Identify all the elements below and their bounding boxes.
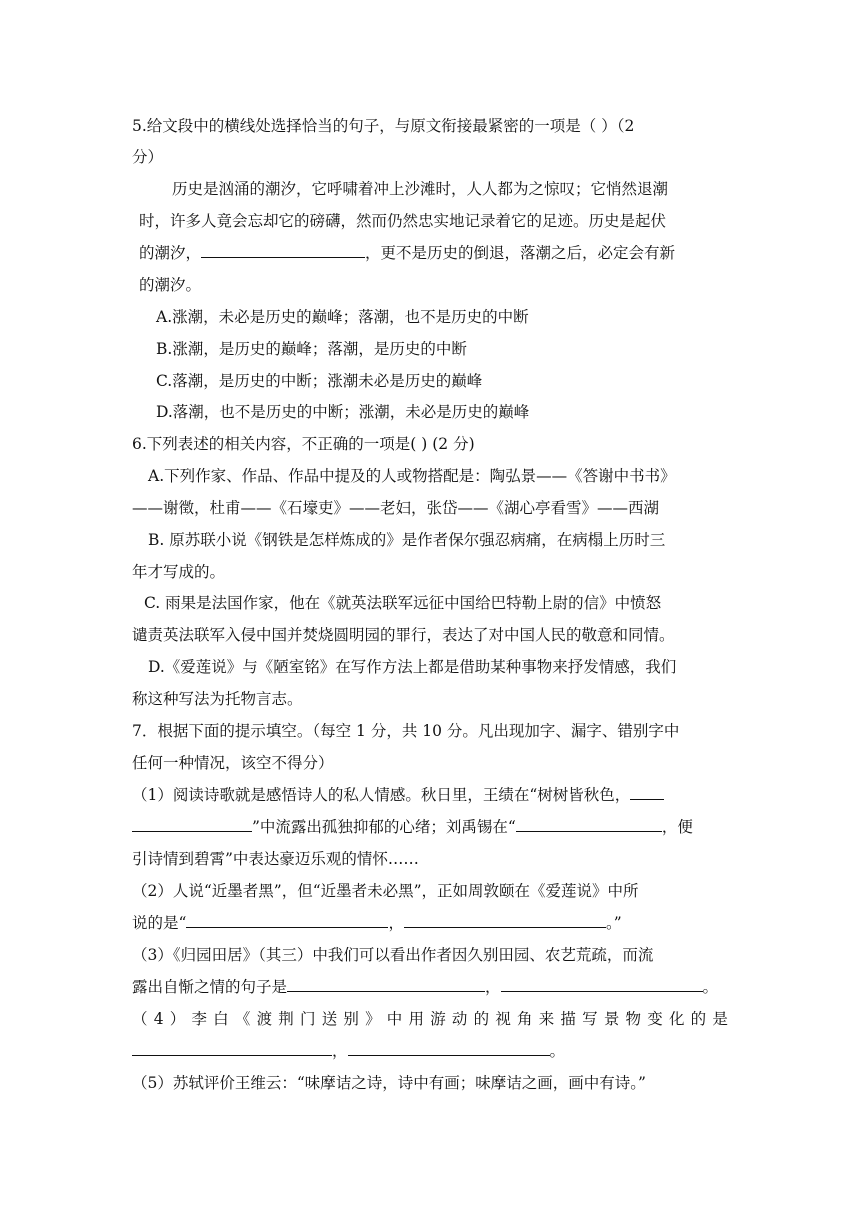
- q5-passage-line2: 时，许多人竟会忘却它的磅礴，然而仍然忠实地记录着它的足迹。历史是起伏: [139, 212, 667, 230]
- q7-item4-char: 来: [538, 1010, 555, 1028]
- q7-item1-line2: [132, 817, 693, 837]
- q6-option-c-line2: 谴责英法联军入侵中国并焚烧圆明园的罪行，表达了对中国人民的敬意和同情。: [132, 626, 675, 644]
- q7-item1-line1: [132, 785, 664, 805]
- answer-blank[interactable]: [132, 817, 252, 832]
- q5-passage-line3-start: 的潮汐，: [139, 244, 202, 262]
- q6-option-a-line2: ——谢徵，杜甫——《石壕吏》——老妇，张岱——《湖心亭看雪》——西湖: [132, 499, 660, 517]
- q6-option-c-line1: C. 雨果是法国作家，他在《就英法联军远征中国给巴特勒上尉的信》中愤怒: [144, 594, 662, 612]
- q7-item4-char: 景: [603, 1010, 620, 1028]
- q7-item4-char: 用: [408, 1010, 425, 1028]
- q7-stem-line1: 7．根据下面的提示填空。（每空 1 分，共 10 分。凡出现加字、漏字、错别字中: [132, 722, 680, 740]
- q7-item4-char: 别: [343, 1010, 359, 1028]
- q7-item3-line1: （3）《归园田居》（其三）中我们可以看出作者因久别田园、农艺荒疏，而流: [132, 946, 654, 964]
- answer-blank[interactable]: [501, 977, 703, 992]
- q7-item4-char: 的: [473, 1010, 490, 1028]
- q7-item4-char: 中: [386, 1010, 403, 1028]
- q7-item4-char: 《: [234, 1010, 251, 1028]
- q7-item4-char: 的: [690, 1010, 707, 1028]
- q7-item4-char: 门: [299, 1010, 316, 1028]
- q7-item2-end: 。”: [605, 914, 622, 932]
- q5-passage-line4: 的潮汐。: [139, 276, 202, 294]
- q6-option-d-line1: D.《爱莲说》与《陋室铭》在写作方法上都是借助某种事物来抒发情感，我们: [148, 658, 677, 676]
- q7-item4-char: 李: [191, 1010, 207, 1028]
- q6-option-d-line2: 称这种写法为托物言志。: [132, 690, 303, 708]
- answer-blank[interactable]: [516, 817, 662, 832]
- q7-item3-comma: ，: [485, 978, 501, 996]
- answer-blank[interactable]: [132, 1041, 332, 1056]
- q7-item4-char: 荆: [278, 1010, 294, 1028]
- answer-blank[interactable]: [404, 913, 606, 928]
- q7-item4-char: ）: [169, 1010, 186, 1028]
- q7-item1-end: ，便: [661, 818, 693, 836]
- q6-stem: 6.下列表述的相关内容，不正确的一项是( ) (2 分): [132, 435, 475, 453]
- q7-item4-char: 4: [153, 1010, 164, 1028]
- q7-item4-char: 》: [365, 1010, 381, 1028]
- q7-item2-comma: ，: [388, 914, 404, 932]
- q7-item3-end: 。: [702, 978, 719, 996]
- q7-item1-mid: ”中流露出孤独抑郁的心绪；刘禹锡在“: [252, 818, 516, 836]
- q7-item4-comma: ，: [332, 1042, 348, 1060]
- q7-item4-char: 物: [625, 1010, 642, 1028]
- q7-item1-line3: 引诗情到碧霄”中表达豪迈乐观的情怀……: [132, 850, 419, 868]
- q7-item4-line1: [132, 1009, 728, 1029]
- q7-item3-line2: [132, 977, 718, 997]
- q7-item4-char: 描: [560, 1010, 576, 1028]
- q5-passage-line1: 历史是汹涌的潮汐，它呼啸着冲上沙滩时，人人都为之惊叹；它悄然退潮: [172, 180, 669, 198]
- q7-item4-end: 。: [549, 1042, 566, 1060]
- q7-item4-char: 化: [668, 1010, 685, 1028]
- q7-item4-char: 送: [321, 1010, 338, 1028]
- answer-blank[interactable]: [186, 913, 388, 928]
- q7-item4-char: 写: [582, 1010, 598, 1028]
- q6-option-b-line1: B. 原苏联小说《钢铁是怎样炼成的》是作者保尔强忍病痛，在病榻上历时三: [148, 531, 666, 549]
- q7-item1-text: （1）阅读诗歌就是感悟诗人的私人情感。秋日里，王绩在“树树皆秋色，: [132, 786, 631, 804]
- q5-passage-line3-end: ，更不是历史的倒退，落潮之后，必定会有新: [365, 244, 676, 262]
- q7-stem-line2: 任何一种情况，该空不得分）: [132, 754, 334, 772]
- q7-item3-start: 露出自惭之情的句子是: [132, 978, 288, 996]
- answer-blank[interactable]: [630, 785, 664, 800]
- q5-option-b: B.涨潮，是历史的巅峰；落潮，是历史的中断: [156, 340, 467, 358]
- q5-passage-line3: [139, 243, 675, 263]
- q6-option-b-line2: 年才写成的。: [132, 563, 226, 581]
- q7-item4-char: （: [132, 1010, 148, 1028]
- q7-item5-line1: （5）苏轼评价王维云：“味摩诘之诗，诗中有画；味摩诘之画，画中有诗。”: [132, 1074, 646, 1092]
- answer-blank[interactable]: [287, 977, 485, 992]
- q7-item2-line1: （2）人说“近墨者黑”，但“近墨者未必黑”，正如周敦颐在《爱莲说》中所: [132, 882, 639, 900]
- q7-item4-char: 游: [430, 1010, 446, 1028]
- q7-item4-char: 变: [647, 1010, 663, 1028]
- q7-item4-char: 是: [712, 1010, 728, 1028]
- q7-item4-char: 视: [495, 1010, 511, 1028]
- q6-option-a-line1: A.下列作家、作品、作品中提及的人或物搭配是：陶弘景——《答谢中书书》: [148, 467, 676, 485]
- q5-option-d: D.落潮，也不是历史的中断；涨潮，未必是历史的巅峰: [156, 403, 530, 421]
- q5-stem-line1: 5.给文段中的横线处选择恰当的句子，与原文衔接最紧密的一项是（ ）（2: [132, 117, 635, 135]
- q7-item4-char: 动: [451, 1010, 468, 1028]
- q7-item2-start: 说的是“: [132, 914, 187, 932]
- q7-item4-char: 角: [517, 1010, 533, 1028]
- answer-blank[interactable]: [348, 1041, 550, 1056]
- q5-option-a: A.涨潮，未必是历史的巅峰；落潮，也不是历史的中断: [156, 308, 529, 326]
- q5-option-c: C.落潮，是历史的中断；涨潮未必是历史的巅峰: [156, 372, 483, 390]
- q5-stem-line2: 分）: [132, 148, 164, 166]
- answer-blank[interactable]: [201, 243, 365, 258]
- q7-item4-char: 白: [213, 1010, 229, 1028]
- q7-item4-line2: [132, 1041, 565, 1061]
- q7-item2-line2: [132, 913, 622, 933]
- q7-item4-char: 渡: [256, 1010, 273, 1028]
